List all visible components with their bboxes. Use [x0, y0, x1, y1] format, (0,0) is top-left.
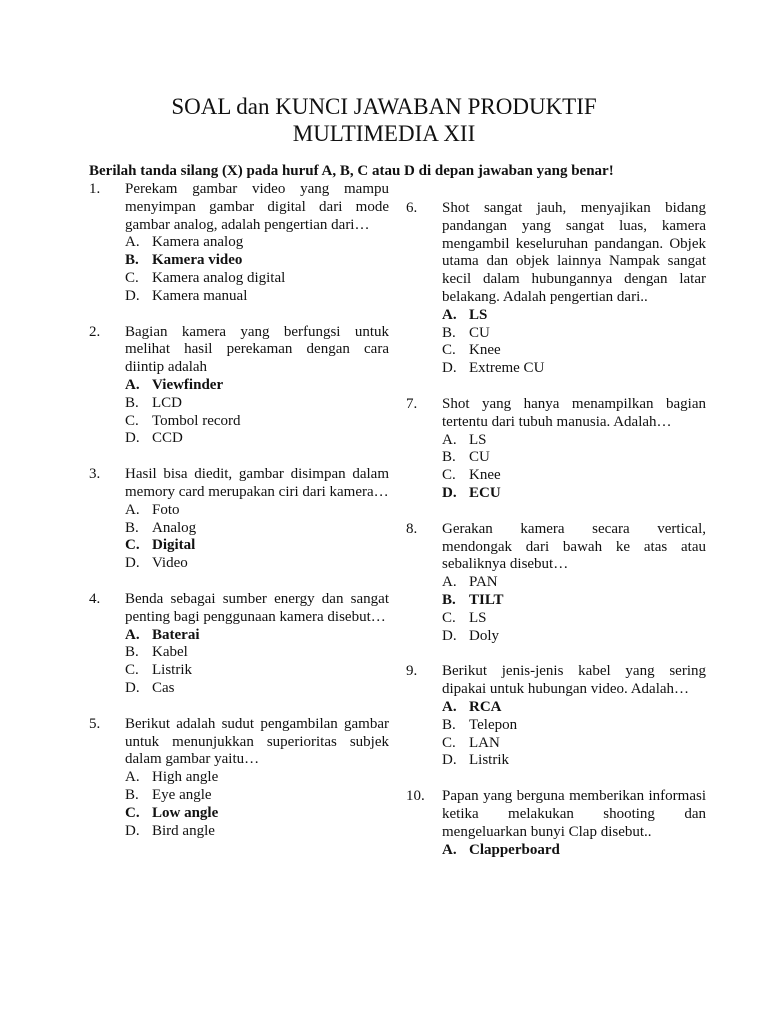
option-letter: D. — [442, 484, 457, 501]
question-spacer — [406, 770, 706, 788]
answer-option — [406, 342, 706, 360]
question-number: 1. — [89, 181, 101, 197]
option-text: Low angle — [152, 804, 219, 821]
question-text: Papan yang berguna memberikan informasi ketika melakukan shooting dan mengeluarkan bunyi Clap disebut.. — [442, 788, 706, 840]
option-text: Baterai — [152, 626, 200, 643]
option-letter: A. — [125, 376, 140, 393]
option-letter: A. — [125, 626, 140, 643]
option-letter: B. — [125, 786, 139, 803]
answer-option — [89, 430, 389, 448]
answer-option — [89, 644, 389, 662]
option-letter: D. — [442, 360, 457, 377]
answer-option — [89, 680, 389, 698]
question-text: Hasil bisa diedit, gambar disimpan dalam memory card merupakan ciri dari kamera… — [125, 466, 389, 500]
question-spacer — [406, 645, 706, 663]
answer-option — [89, 270, 389, 288]
answer-option — [89, 395, 389, 413]
option-letter: C. — [442, 734, 456, 751]
option-text: CU — [469, 324, 490, 341]
option-letter: C. — [125, 662, 139, 679]
question-item — [406, 521, 706, 646]
option-text: Extreme CU — [469, 360, 545, 377]
question-number: 10. — [406, 788, 425, 805]
option-letter: C. — [125, 412, 139, 429]
answer-option — [89, 823, 389, 841]
option-letter: A. — [442, 698, 457, 715]
question-item — [406, 788, 706, 859]
answer-option — [406, 752, 706, 770]
option-text: LS — [469, 609, 487, 626]
answer-option-correct — [406, 592, 706, 610]
question-row — [89, 466, 389, 502]
answer-option — [406, 360, 706, 378]
option-text: LCD — [152, 394, 182, 411]
question-spacer — [89, 698, 389, 716]
answer-option — [89, 520, 389, 538]
option-letter: D. — [125, 287, 140, 304]
option-letter: D. — [125, 679, 140, 696]
option-text: Analog — [152, 519, 197, 536]
option-letter: D. — [442, 752, 457, 769]
question-text: Shot sangat jauh, menyajikan bidang pandangan yang sangat luas, kamera mengambil keseluruhan pandangan. Objek utama dan objek lainnya Nampak sangat kecil dalam hubungannya dengan latar belakang. Adalah pengertian dari.. — [442, 200, 706, 305]
answer-option — [406, 717, 706, 735]
option-letter: C. — [442, 467, 456, 484]
option-letter: B. — [442, 449, 456, 466]
option-letter: D. — [125, 822, 140, 839]
question-item — [406, 396, 706, 503]
option-letter: C. — [442, 342, 456, 359]
option-text: Kamera analog digital — [152, 269, 286, 286]
question-item — [89, 591, 389, 698]
answer-option-correct — [89, 627, 389, 645]
option-text: ECU — [469, 484, 501, 501]
option-letter: A. — [125, 769, 140, 786]
option-letter: A. — [442, 841, 457, 858]
question-row — [406, 396, 706, 432]
answer-option-correct — [406, 699, 706, 717]
option-text: CCD — [152, 430, 183, 447]
answer-option — [406, 735, 706, 753]
title-line-1: SOAL dan KUNCI JAWABAN PRODUKTIF — [171, 94, 597, 119]
option-letter: B. — [442, 324, 456, 341]
option-text: TILT — [469, 591, 504, 608]
answer-option-correct — [89, 377, 389, 395]
page-title — [0, 93, 768, 147]
option-letter: A. — [442, 574, 457, 591]
answer-option-correct — [406, 485, 706, 503]
question-text: Berikut jenis-jenis kabel yang sering dipakai untuk hubungan video. Adalah… — [442, 663, 706, 698]
option-letter: B. — [125, 252, 139, 269]
answer-option — [406, 610, 706, 628]
option-letter: B. — [125, 644, 139, 661]
question-number: 9. — [406, 663, 418, 680]
option-text: Listrik — [152, 662, 192, 679]
option-text: High angle — [152, 769, 219, 786]
answer-option — [406, 628, 706, 646]
option-letter: C. — [442, 609, 456, 626]
question-text: Perekam gambar video yang mampu menyimpan gambar digital dari mode gambar analog, adalah pengertian dari… — [125, 181, 389, 233]
answer-option — [89, 555, 389, 573]
question-row — [406, 200, 706, 307]
question-row — [406, 521, 706, 574]
option-text: Kamera analog — [152, 234, 244, 251]
option-text: Listrik — [469, 752, 509, 769]
question-number: 5. — [89, 715, 101, 732]
option-text: Video — [152, 555, 188, 572]
option-text: Foto — [152, 501, 180, 518]
question-number: 6. — [406, 200, 418, 216]
option-text: Kamera video — [152, 252, 243, 269]
answer-option — [89, 288, 389, 306]
question-text: Bagian kamera yang berfungsi untuk melihat hasil perekaman dengan cara diintip adalah — [125, 323, 389, 376]
answer-option — [89, 769, 389, 787]
option-text: RCA — [469, 698, 502, 715]
answer-option — [89, 413, 389, 431]
question-spacer — [89, 306, 389, 324]
title-line-2: MULTIMEDIA XII — [292, 121, 476, 146]
option-text: Telepon — [469, 716, 518, 733]
answer-option — [406, 467, 706, 485]
question-item — [89, 324, 389, 449]
answer-option — [89, 787, 389, 805]
answer-option-correct — [89, 537, 389, 555]
question-item — [89, 181, 389, 306]
option-letter: B. — [125, 394, 139, 411]
option-text: CU — [469, 449, 490, 466]
question-spacer — [89, 448, 389, 466]
question-number: 7. — [406, 395, 418, 412]
option-text: Eye angle — [152, 786, 212, 803]
question-text: Shot yang hanya menampilkan bagian tertentu dari tubuh manusia. Adalah… — [442, 395, 706, 430]
option-letter: D. — [125, 555, 140, 572]
question-number: 2. — [89, 323, 101, 340]
question-number: 3. — [89, 466, 101, 483]
option-text: Kamera manual — [152, 287, 248, 304]
answer-option — [89, 502, 389, 520]
option-letter: C. — [125, 804, 140, 821]
option-letter: D. — [125, 430, 140, 447]
answer-option-correct — [406, 842, 706, 860]
question-row — [406, 788, 706, 841]
option-letter: B. — [442, 591, 456, 608]
question-text: Berikut adalah sudut pengambilan gambar untuk menunjukkan superioritas subjek dalam gambar yaitu… — [125, 715, 389, 768]
question-number: 8. — [406, 520, 418, 537]
answer-option — [406, 449, 706, 467]
question-spacer — [406, 503, 706, 521]
question-spacer — [89, 573, 389, 591]
option-text: LAN — [469, 734, 500, 751]
option-letter: B. — [442, 716, 456, 733]
option-text: Knee — [469, 342, 501, 359]
left-column — [89, 181, 389, 840]
option-letter: B. — [125, 519, 139, 536]
question-row — [406, 663, 706, 699]
option-text: LS — [469, 306, 488, 323]
instruction-text: Berilah tanda silang (X) pada huruf A, B, C atau D di depan jawaban yang benar! — [89, 163, 614, 179]
question-text: Benda sebagai sumber energy dan sangat penting bagi penggunaan kamera disebut… — [125, 590, 389, 625]
option-text: Viewfinder — [152, 376, 224, 393]
answer-option — [406, 432, 706, 450]
option-letter: C. — [125, 537, 140, 554]
answer-option-correct — [406, 307, 706, 325]
answer-option — [406, 325, 706, 343]
question-text: Gerakan kamera secara vertical, mendongak dari bawah ke atas atau sebaliknya disebut… — [442, 520, 706, 573]
answer-option-correct — [89, 805, 389, 823]
question-row — [89, 324, 389, 377]
option-letter: A. — [125, 234, 140, 251]
answer-option — [89, 662, 389, 680]
question-spacer — [406, 378, 706, 396]
answer-option-correct — [89, 252, 389, 270]
option-letter: A. — [442, 306, 457, 323]
question-row — [89, 181, 389, 234]
option-letter: A. — [125, 501, 140, 518]
option-text: Kabel — [152, 644, 188, 661]
right-column — [406, 200, 706, 859]
option-text: PAN — [469, 574, 498, 591]
option-letter: C. — [125, 269, 139, 286]
answer-option — [89, 234, 389, 252]
option-letter: D. — [442, 627, 457, 644]
question-number: 4. — [89, 590, 101, 607]
option-text: Cas — [152, 679, 175, 696]
option-text: Tombol record — [152, 412, 241, 429]
option-text: Digital — [152, 537, 196, 554]
question-item — [89, 466, 389, 573]
option-text: Doly — [469, 627, 499, 644]
option-text: Bird angle — [152, 822, 215, 839]
option-text: Clapperboard — [469, 841, 560, 858]
question-item — [406, 663, 706, 770]
answer-option — [406, 574, 706, 592]
question-item — [406, 200, 706, 378]
question-item — [89, 716, 389, 841]
question-row — [89, 591, 389, 627]
option-text: Knee — [469, 467, 501, 484]
option-letter: A. — [442, 431, 457, 448]
option-text: LS — [469, 431, 487, 448]
question-row — [89, 716, 389, 769]
